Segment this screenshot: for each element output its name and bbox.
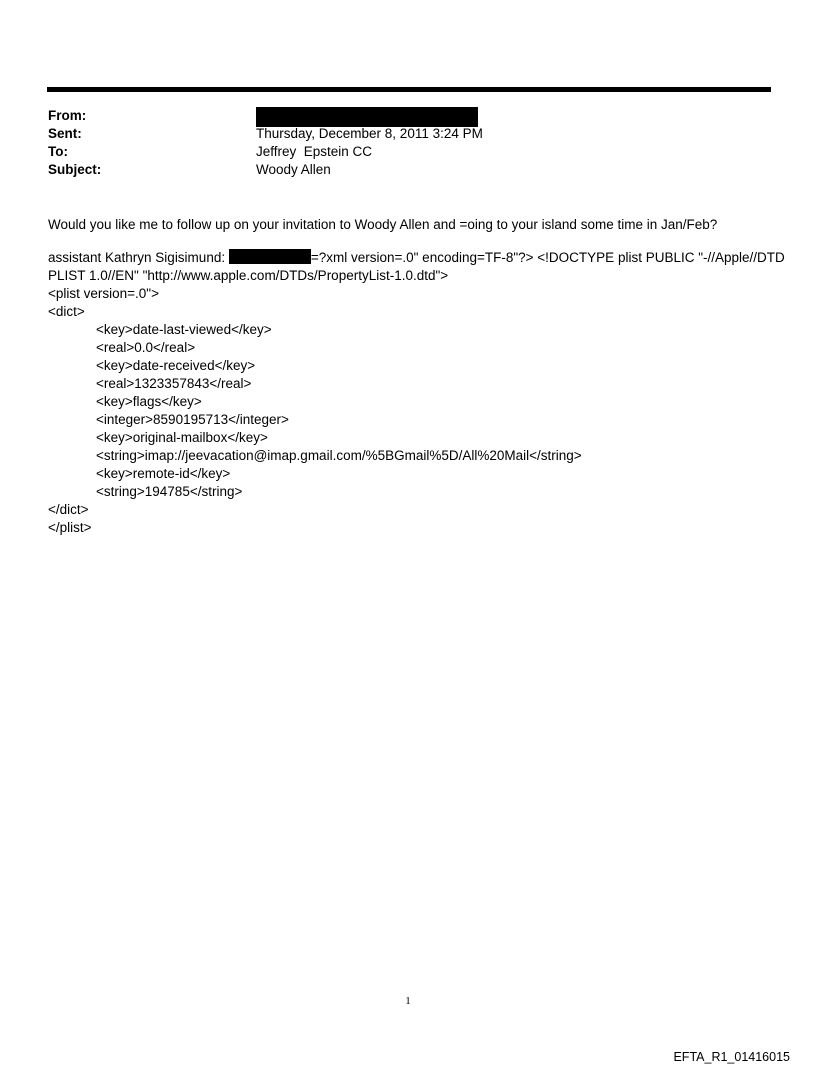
signature-rest: =?xml version=.0" encoding=TF-8"?> <!DOCTYPE plist PUBLIC "-//Apple//DTD: [310, 250, 785, 265]
from-row: [48, 107, 483, 125]
indented-line: <real>0.0</real>: [96, 340, 196, 355]
body-line: <dict>: [48, 304, 85, 319]
header-divider: [47, 87, 771, 92]
indented-line: <key>date-received</key>: [96, 358, 256, 373]
indented-line: <key>remote-id</key>: [96, 466, 231, 481]
document-id: EFTA_R1_01416015: [673, 1050, 790, 1064]
closing-line: </plist>: [48, 520, 92, 535]
subject-value: Woody Allen: [256, 162, 331, 177]
sent-value: Thursday, December 8, 2011 3:24 PM: [256, 126, 483, 141]
indented-line: <string>194785</string>: [96, 484, 243, 499]
email-body: [48, 216, 785, 537]
email-header: [48, 107, 483, 179]
to-row: [48, 143, 483, 161]
closing-line: </dict>: [48, 502, 89, 517]
body-line: <plist version=.0">: [48, 286, 159, 301]
signature-prefix: assistant Kathryn Sigisimund:: [48, 250, 229, 265]
sent-row: [48, 125, 483, 143]
page-number: 1: [405, 995, 411, 1007]
indented-line: <key>date-last-viewed</key>: [96, 322, 272, 337]
from-redaction: [256, 107, 478, 127]
to-label: To:: [48, 144, 68, 159]
body-paragraph: Would you like me to follow up on your invitation to Woody Allen and =oing to your island some time in Jan/Feb?: [48, 217, 718, 232]
subject-label: Subject:: [48, 162, 102, 177]
subject-row: [48, 161, 483, 179]
indented-line: <key>original-mailbox</key>: [96, 430, 268, 445]
signature-redaction: [229, 249, 311, 264]
to-value: Jeffrey Epstein CC: [256, 144, 373, 159]
indented-line: <integer>8590195713</integer>: [96, 412, 289, 427]
indented-line: <real>1323357843</real>: [96, 376, 252, 391]
indented-line: <key>flags</key>: [96, 394, 202, 409]
body-line: PLIST 1.0//EN" "http://www.apple.com/DTDs/PropertyList-1.0.dtd">: [48, 268, 449, 283]
sent-label: Sent:: [48, 126, 82, 141]
from-label: From:: [48, 108, 87, 123]
indented-line: <string>imap://jeevacation@imap.gmail.com/%5BGmail%5D/All%20Mail</string>: [96, 448, 582, 463]
signature-line: [48, 249, 785, 267]
